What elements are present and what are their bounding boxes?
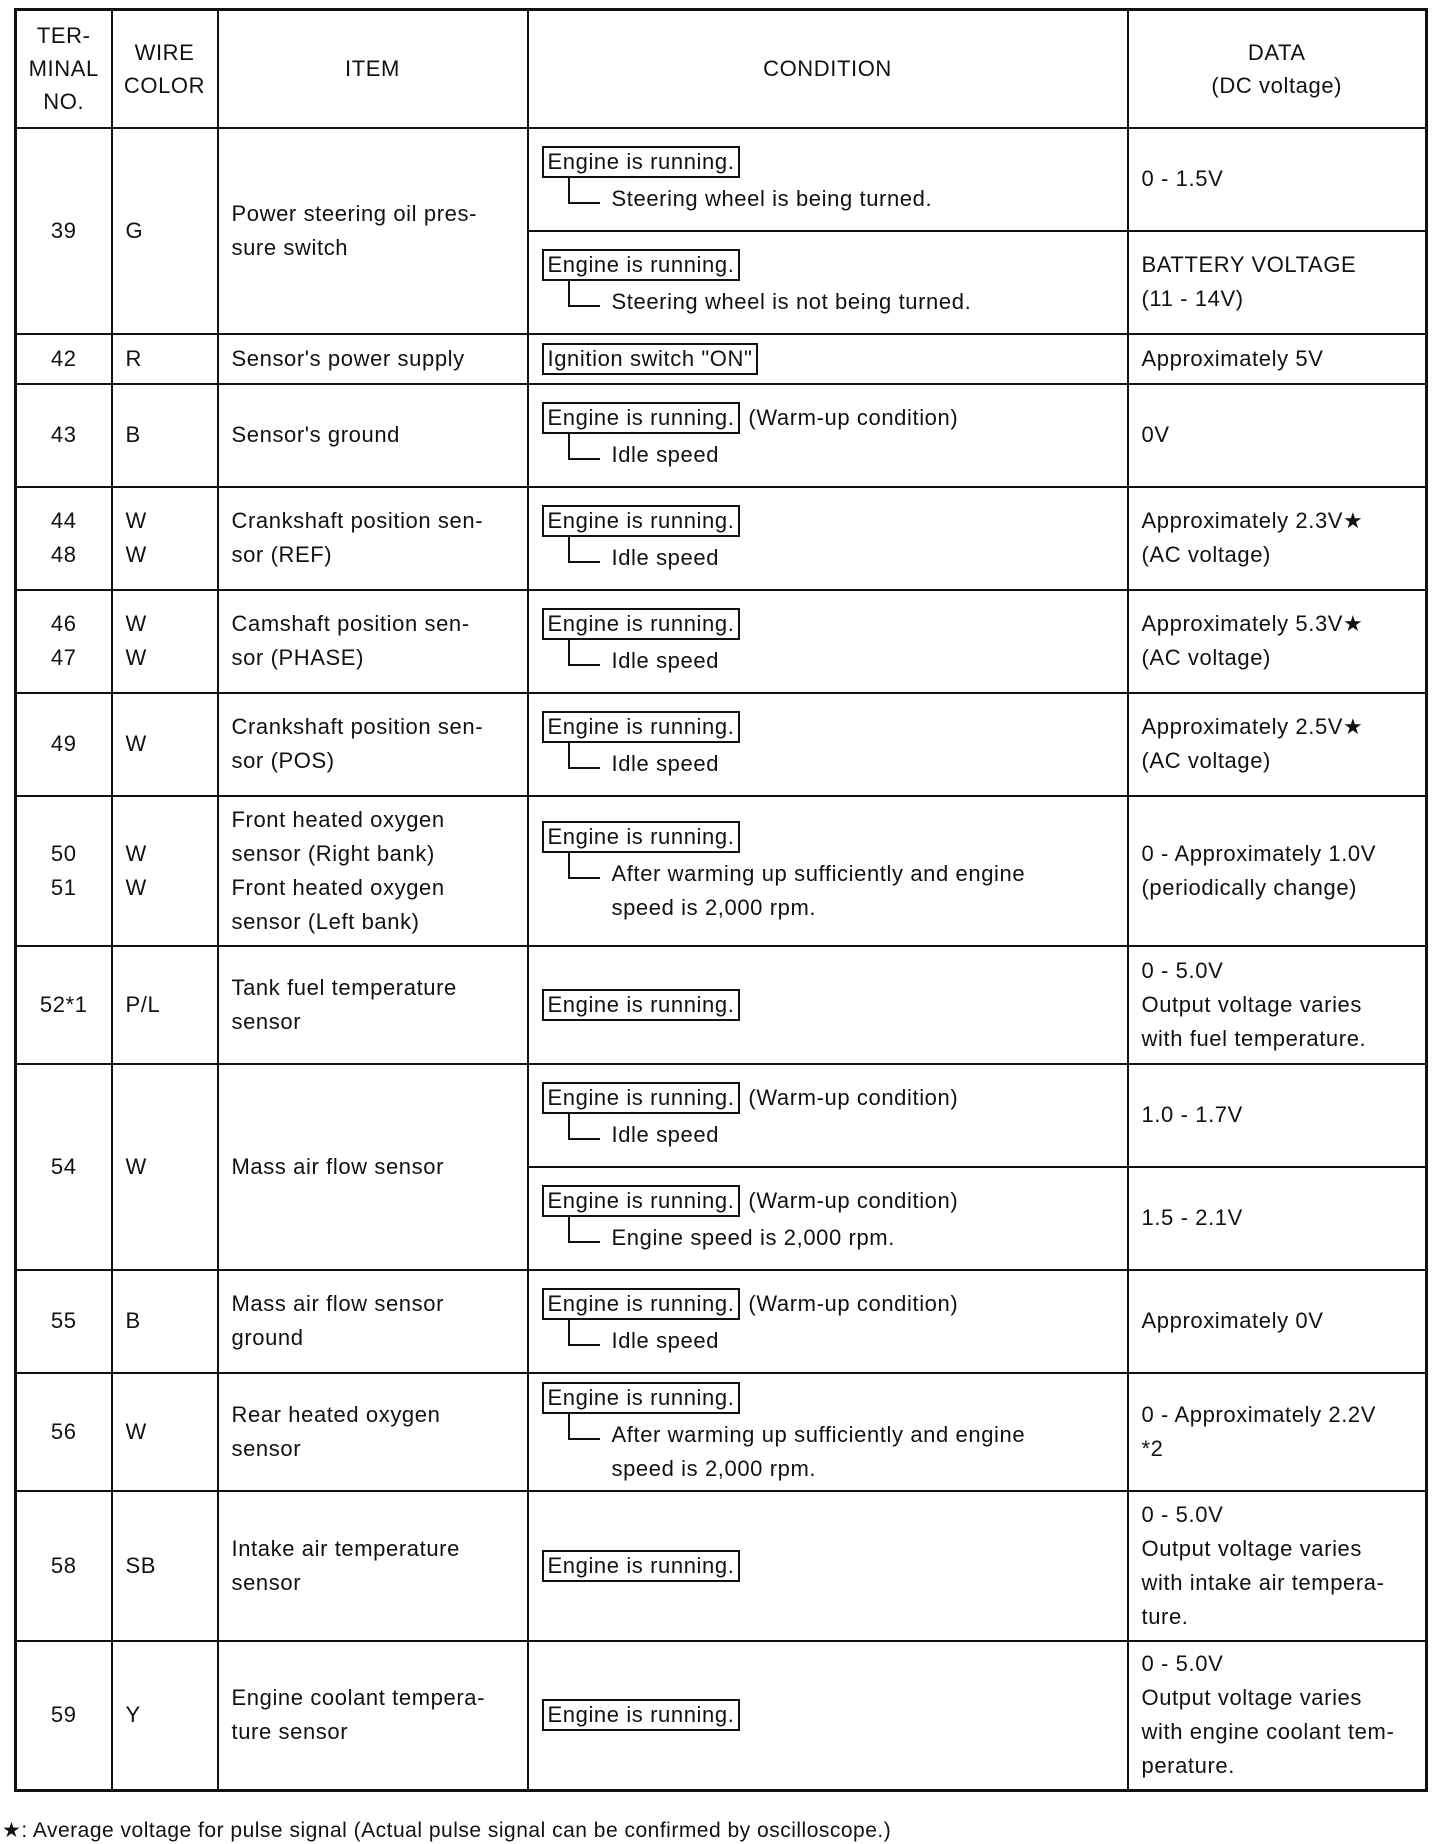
wire-value: R [125, 345, 142, 371]
data-line: (AC voltage) [1141, 542, 1271, 567]
condition-head [542, 339, 1127, 379]
item-line: Front heated oxygen [231, 806, 445, 832]
item-description [218, 487, 528, 590]
item-line: Engine coolant tempera- [231, 1685, 486, 1711]
ecm-terminal-table [14, 8, 1428, 1792]
data-value [1128, 693, 1427, 796]
data-line: (11 - 14V) [1141, 286, 1244, 311]
terminal-number [16, 590, 112, 693]
item-line: Camshaft position sen- [231, 611, 470, 636]
wire-color [112, 128, 218, 334]
terminal-number [16, 946, 112, 1064]
condition-head [542, 707, 1127, 747]
condition-box: Engine is running. [542, 146, 741, 178]
branch-connector [568, 638, 600, 666]
table-row [16, 128, 1427, 231]
sub-condition [542, 1221, 1127, 1255]
condition-cell [528, 384, 1128, 487]
sub-condition [542, 747, 1127, 781]
terminal-number [16, 334, 112, 384]
terminal-value: 47 [50, 645, 77, 670]
data-value [1128, 590, 1427, 693]
terminal-value: 46 [50, 611, 77, 636]
data-line: perature. [1141, 1753, 1235, 1779]
sub-condition-line: After warming up sufficiently and engine [611, 1421, 1026, 1447]
wire-value: Y [125, 1702, 141, 1728]
condition-box: Engine is running. [542, 1550, 741, 1582]
condition-head [542, 501, 1127, 541]
item-line: Crankshaft position sen- [231, 714, 484, 739]
wire-value: W [125, 874, 147, 900]
condition-cell [528, 946, 1128, 1064]
table-row [16, 693, 1427, 796]
sub-condition [542, 1418, 1127, 1486]
terminal-number [16, 128, 112, 334]
data-line: Approximately 5.3V★ [1141, 611, 1364, 636]
data-line: 0 - 5.0V [1141, 1501, 1224, 1527]
terminal-value: 56 [50, 1418, 77, 1444]
item-description [218, 1373, 528, 1491]
item-line: Mass air flow sensor [231, 1153, 445, 1179]
condition-cell [528, 1373, 1128, 1491]
wire-value: W [125, 840, 147, 866]
item-description [218, 590, 528, 693]
item-line: Power steering oil pres- [231, 200, 477, 226]
item-description [218, 384, 528, 487]
sub-condition-line: Idle speed [611, 751, 720, 776]
data-line: 0 - Approximately 2.2V [1141, 1401, 1377, 1427]
terminal-value: 59 [50, 1702, 77, 1728]
item-line: ground [231, 1325, 304, 1350]
data-line: BATTERY VOLTAGE [1141, 252, 1357, 277]
wire-color [112, 487, 218, 590]
wire-value: W [125, 1418, 147, 1444]
condition-box: Engine is running. [542, 989, 741, 1021]
data-line: Output voltage varies [1141, 991, 1362, 1017]
header-terminal: TER- MINAL NO. [16, 10, 112, 128]
terminal-value: 43 [50, 422, 77, 447]
data-value [1128, 128, 1427, 231]
table-row [16, 487, 1427, 590]
condition-cell [528, 1064, 1128, 1167]
data-value [1128, 1270, 1427, 1373]
condition-note: (Warm-up condition) [748, 1188, 959, 1213]
wire-value: W [125, 611, 147, 636]
data-line: ture. [1141, 1603, 1189, 1629]
item-description [218, 334, 528, 384]
item-line: sensor [231, 1008, 302, 1034]
branch-connector [568, 1112, 600, 1140]
wire-value: B [125, 422, 141, 447]
wire-value: W [125, 645, 147, 670]
condition-box: Engine is running. [542, 249, 741, 281]
item-description [218, 796, 528, 946]
wire-color [112, 1270, 218, 1373]
item-line: sor (REF) [231, 542, 333, 567]
data-line: Approximately 5V [1141, 345, 1324, 371]
branch-connector [568, 176, 600, 204]
sub-condition [542, 644, 1127, 678]
wire-color [112, 1491, 218, 1641]
condition-cell [528, 1491, 1128, 1641]
item-line: Mass air flow sensor [231, 1291, 445, 1316]
condition-box: Engine is running. [542, 711, 741, 743]
condition-head [542, 1546, 1127, 1586]
wire-value: W [125, 508, 147, 533]
condition-cell [528, 334, 1128, 384]
condition-head [542, 604, 1127, 644]
data-line: Approximately 2.3V★ [1141, 508, 1364, 533]
terminal-number [16, 1641, 112, 1791]
data-line: (AC voltage) [1141, 748, 1271, 773]
condition-box: Engine is running. [542, 505, 741, 537]
data-line: 1.5 - 2.1V [1141, 1205, 1243, 1230]
wire-color [112, 590, 218, 693]
condition-note: (Warm-up condition) [748, 405, 959, 430]
data-value [1128, 487, 1427, 590]
sub-condition-line: Steering wheel is being turned. [611, 186, 933, 211]
item-line: sensor [231, 1569, 302, 1595]
table-row [16, 946, 1427, 1064]
terminal-number [16, 1373, 112, 1491]
data-line: 0 - Approximately 1.0V [1141, 840, 1377, 866]
data-line: 0V [1141, 422, 1170, 447]
sub-condition [542, 541, 1127, 575]
condition-box: Engine is running. [542, 1185, 741, 1217]
wire-color [112, 1064, 218, 1270]
sub-condition-line: After warming up sufficiently and engine [611, 860, 1026, 886]
condition-head [542, 1695, 1127, 1735]
data-value [1128, 231, 1427, 334]
sub-condition-line: speed is 2,000 rpm. [611, 1455, 817, 1481]
item-line: Sensor's power supply [231, 345, 465, 371]
condition-head [542, 1284, 1127, 1324]
wire-value: SB [125, 1552, 157, 1578]
item-description [218, 1641, 528, 1791]
terminal-value: 48 [50, 542, 77, 567]
condition-cell [528, 128, 1128, 231]
data-line: 0 - 5.0V [1141, 1651, 1224, 1677]
item-line: Tank fuel temperature [231, 974, 457, 1000]
sub-condition-line: Idle speed [611, 545, 720, 570]
sub-condition-line: Engine speed is 2,000 rpm. [611, 1225, 895, 1250]
data-line: Output voltage varies [1141, 1685, 1362, 1711]
terminal-value: 42 [50, 345, 77, 371]
condition-note: (Warm-up condition) [748, 1291, 959, 1316]
item-description [218, 1491, 528, 1641]
condition-head [542, 245, 1127, 285]
item-description [218, 693, 528, 796]
table-row [16, 1270, 1427, 1373]
table-row [16, 1641, 1427, 1791]
item-line: sensor (Right bank) [231, 840, 435, 866]
condition-cell [528, 1641, 1128, 1791]
data-line: Approximately 0V [1141, 1308, 1324, 1333]
table-header-row [16, 10, 1427, 128]
data-line: with intake air tempera- [1141, 1569, 1385, 1595]
condition-cell [528, 693, 1128, 796]
wire-color [112, 1373, 218, 1491]
table-row [16, 384, 1427, 487]
wire-value: P/L [125, 991, 161, 1017]
condition-head [542, 1078, 1127, 1118]
data-value [1128, 1491, 1427, 1641]
data-line: Approximately 2.5V★ [1141, 714, 1364, 739]
item-line: Front heated oxygen [231, 874, 445, 900]
data-line: (periodically change) [1141, 874, 1358, 900]
table-row [16, 590, 1427, 693]
terminal-value: 55 [50, 1308, 77, 1333]
item-description [218, 1064, 528, 1270]
sub-condition [542, 285, 1127, 319]
data-line: 0 - 5.0V [1141, 957, 1224, 983]
wire-color [112, 946, 218, 1064]
data-value [1128, 1641, 1427, 1791]
branch-connector [568, 1318, 600, 1346]
data-line: Output voltage varies [1141, 1535, 1362, 1561]
sub-condition [542, 1324, 1127, 1358]
header-condition: CONDITION [528, 10, 1128, 128]
condition-head [542, 1181, 1127, 1221]
wire-color [112, 1641, 218, 1791]
terminal-number [16, 693, 112, 796]
item-line: sensor (Left bank) [231, 908, 420, 934]
sub-condition-line: Idle speed [611, 648, 720, 673]
sub-condition-line: Idle speed [611, 1328, 720, 1353]
sub-condition-line: Idle speed [611, 442, 720, 467]
condition-box: Engine is running. [542, 1082, 741, 1114]
data-value [1128, 1167, 1427, 1270]
condition-cell [528, 231, 1128, 334]
item-line: sure switch [231, 234, 349, 260]
terminal-number [16, 1064, 112, 1270]
terminal-value: 58 [50, 1552, 77, 1578]
condition-box: Engine is running. [542, 608, 741, 640]
condition-cell [528, 1167, 1128, 1270]
data-value [1128, 1373, 1427, 1491]
item-description [218, 128, 528, 334]
terminal-number [16, 1270, 112, 1373]
condition-box: Engine is running. [542, 1382, 741, 1414]
wire-value: W [125, 1153, 147, 1179]
table-row [16, 1491, 1427, 1641]
item-line: Sensor's ground [231, 422, 401, 447]
branch-connector [568, 432, 600, 460]
header-item: ITEM [218, 10, 528, 128]
condition-head [542, 1378, 1127, 1418]
terminal-value: 54 [50, 1153, 77, 1179]
condition-box: Engine is running. [542, 1699, 741, 1731]
sub-condition [542, 438, 1127, 472]
terminal-number [16, 796, 112, 946]
data-line: (AC voltage) [1141, 645, 1271, 670]
table-row [16, 334, 1427, 384]
wire-color [112, 796, 218, 946]
sub-condition-line: speed is 2,000 rpm. [611, 894, 817, 920]
item-line: ture sensor [231, 1719, 349, 1745]
branch-connector [568, 279, 600, 307]
condition-cell [528, 590, 1128, 693]
condition-head [542, 142, 1127, 182]
wire-value: W [125, 542, 147, 567]
data-value [1128, 1064, 1427, 1167]
terminal-number [16, 384, 112, 487]
terminal-number [16, 487, 112, 590]
condition-head [542, 985, 1127, 1025]
terminal-value: 51 [50, 874, 77, 900]
condition-head [542, 398, 1127, 438]
sub-condition-line: Idle speed [611, 1122, 720, 1147]
sub-condition [542, 1118, 1127, 1152]
branch-connector [568, 1412, 600, 1440]
terminal-number [16, 1491, 112, 1641]
header-wire-color: WIRE COLOR [112, 10, 218, 128]
wire-color [112, 384, 218, 487]
item-description [218, 946, 528, 1064]
terminal-value: 50 [50, 840, 77, 866]
terminal-value: 52*1 [39, 991, 88, 1017]
branch-connector [568, 741, 600, 769]
data-value [1128, 796, 1427, 946]
branch-connector [568, 535, 600, 563]
data-line: with engine coolant tem- [1141, 1719, 1395, 1745]
data-line: *2 [1141, 1435, 1164, 1461]
data-value [1128, 384, 1427, 487]
condition-note: (Warm-up condition) [748, 1085, 959, 1110]
item-line: sor (POS) [231, 748, 335, 773]
wire-color [112, 334, 218, 384]
wire-value: G [125, 217, 144, 243]
condition-box: Ignition switch "ON" [542, 343, 759, 375]
data-line: 0 - 1.5V [1141, 166, 1224, 191]
item-line: Rear heated oxygen [231, 1401, 441, 1427]
condition-cell [528, 487, 1128, 590]
condition-box: Engine is running. [542, 402, 741, 434]
terminal-value: 39 [50, 217, 77, 243]
item-line: sensor [231, 1435, 302, 1461]
data-value [1128, 334, 1427, 384]
terminal-value: 49 [50, 731, 77, 756]
header-data: DATA (DC voltage) [1128, 10, 1427, 128]
item-line: sor (PHASE) [231, 645, 365, 670]
item-line: Crankshaft position sen- [231, 508, 484, 533]
condition-cell [528, 796, 1128, 946]
condition-head [542, 817, 1127, 857]
item-description [218, 1270, 528, 1373]
condition-box: Engine is running. [542, 821, 741, 853]
wire-color [112, 693, 218, 796]
footnote: ★: Average voltage for pulse signal (Actual pulse signal can be confirmed by oscilloscope.) [2, 1819, 892, 1842]
wire-value: B [125, 1308, 141, 1333]
table-row [16, 1064, 1427, 1167]
terminal-value: 44 [50, 508, 77, 533]
table-row [16, 796, 1427, 946]
item-line: Intake air temperature [231, 1535, 460, 1561]
condition-cell [528, 1270, 1128, 1373]
sub-condition [542, 182, 1127, 216]
data-value [1128, 946, 1427, 1064]
table-row [16, 1373, 1427, 1491]
sub-condition [542, 857, 1127, 925]
sub-condition-line: Steering wheel is not being turned. [611, 289, 972, 314]
wire-value: W [125, 731, 147, 756]
condition-box: Engine is running. [542, 1288, 741, 1320]
branch-connector [568, 1215, 600, 1243]
data-line: with fuel temperature. [1141, 1025, 1367, 1051]
data-line: 1.0 - 1.7V [1141, 1102, 1243, 1127]
branch-connector [568, 851, 600, 879]
